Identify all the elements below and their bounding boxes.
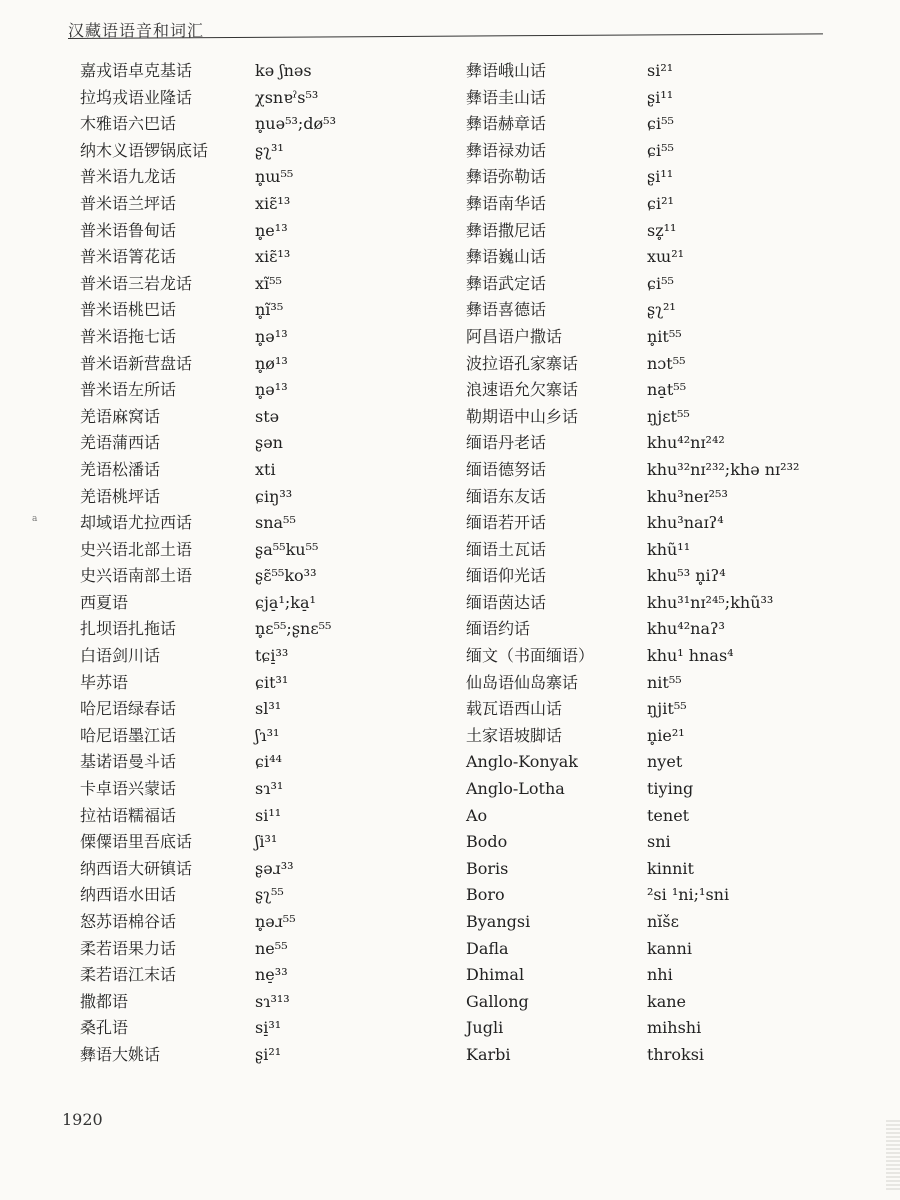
word-entry-row (68, 457, 448, 484)
language-variety-name: 缅语东友话 (466, 486, 547, 506)
language-variety-name: 纳木义语锣锅底话 (80, 140, 209, 160)
phonetic-form: n̥e¹³ (255, 220, 288, 240)
language-variety-name: Byangsi (466, 912, 531, 931)
word-entry-row (68, 404, 448, 431)
phonetic-form: ʂʅ²¹ (647, 300, 676, 320)
word-entry-row (466, 909, 886, 936)
word-entry-row (68, 484, 448, 511)
word-entry-row (466, 404, 886, 431)
language-variety-name: 普米语鲁甸话 (80, 220, 177, 240)
word-entry-row (466, 856, 886, 883)
language-variety-name: Jugli (466, 1018, 504, 1038)
language-variety-name: 卡卓语兴蒙话 (80, 779, 177, 799)
language-variety-name: 缅语若开话 (466, 513, 547, 533)
phonetic-form: xĩ⁵⁵ (255, 273, 282, 293)
phonetic-form: ɕi⁵⁵ (647, 114, 674, 134)
language-variety-name: 阿昌语户撒话 (466, 326, 563, 346)
language-variety-name: 彝语圭山话 (466, 87, 547, 107)
word-entry-row (466, 643, 886, 670)
language-variety-name: 彝语峨山话 (466, 61, 547, 80)
word-entry-row (466, 271, 886, 298)
phonetic-form: sz̥¹¹ (647, 220, 677, 240)
phonetic-form: n̥ĩ³⁵ (255, 300, 284, 320)
word-entry-row (68, 377, 448, 404)
phonetic-form: nhi (647, 965, 673, 985)
language-variety-name: Gallong (466, 991, 529, 1011)
language-variety-name: 拉坞戎语业隆话 (80, 87, 193, 107)
word-entry-row (466, 537, 886, 564)
word-entry-row (68, 590, 448, 617)
word-entry-row (466, 85, 886, 112)
phonetic-form: n̥ə¹³ (255, 326, 288, 346)
word-entry-row (466, 776, 886, 803)
left-word-column (68, 58, 448, 1069)
language-variety-name: 扎坝语扎拖话 (80, 619, 177, 639)
word-entry-row (466, 244, 886, 271)
language-variety-name: Anglo-Lotha (466, 779, 565, 799)
word-entry-row (466, 510, 886, 537)
word-entry-row (68, 696, 448, 723)
word-entry-row (68, 909, 448, 936)
phonetic-form: tenet (647, 805, 690, 825)
language-variety-name: 拉祜语糯福话 (80, 805, 177, 825)
language-variety-name: 波拉语孔家寨话 (466, 353, 579, 373)
phonetic-form: n̥ie²¹ (647, 725, 685, 745)
word-entry-row (466, 989, 886, 1016)
language-variety-name: 纳西语水田话 (80, 885, 177, 905)
phonetic-form: khu³naɪʔ⁴ (647, 513, 724, 533)
word-entry-row (466, 563, 886, 590)
word-entry-row (466, 670, 886, 697)
language-variety-name: 基诺语曼斗话 (80, 752, 177, 772)
language-variety-name: 缅语德努话 (466, 459, 547, 479)
word-entry-row (68, 351, 448, 378)
phonetic-form: ʂʅ⁵⁵ (255, 885, 284, 905)
word-entry-row (466, 297, 886, 324)
language-variety-name: 仙岛语仙岛寨话 (466, 672, 579, 692)
phonetic-form: ʂɛ̃⁵⁵ko³³ (255, 566, 317, 586)
language-variety-name: 傈僳语里吾底话 (80, 832, 193, 852)
language-variety-name: 彝语禄劝话 (466, 140, 547, 160)
scan-edge-artifact (886, 1120, 900, 1190)
phonetic-form: khu⁴²naʔ³ (647, 619, 725, 639)
word-entry-row (466, 616, 886, 643)
language-variety-name: 浪速语允欠寨话 (466, 380, 579, 400)
word-entry-row (466, 218, 886, 245)
phonetic-form: ʂi²¹ (255, 1044, 282, 1064)
phonetic-form: ʃɿ³¹ (255, 725, 280, 745)
language-variety-name: 缅语仰光话 (466, 566, 547, 586)
language-variety-name: 彝语大姚话 (80, 1044, 161, 1064)
language-variety-name: 彝语赫章话 (466, 114, 547, 134)
language-variety-name: 木雅语六巴话 (80, 114, 177, 134)
phonetic-form: n̥ø¹³ (255, 353, 288, 373)
phonetic-form: mihshi (647, 1018, 702, 1038)
language-variety-name: 纳西语大研镇话 (80, 858, 193, 878)
word-entry-row (466, 430, 886, 457)
language-variety-name: 史兴语北部土语 (80, 539, 193, 559)
language-variety-name: 普米语箐花话 (80, 247, 177, 267)
language-variety-name: 羌语松潘话 (80, 459, 161, 479)
word-entry-row (466, 351, 886, 378)
word-entry-row (68, 191, 448, 218)
word-entry-row (466, 58, 886, 85)
word-entry-row (68, 936, 448, 963)
word-entry-row (68, 962, 448, 989)
phonetic-form: ɕja̠¹;ka̠¹ (255, 592, 316, 612)
language-variety-name: 普米语拖七话 (80, 326, 177, 346)
phonetic-form: kə ʃnəs (255, 61, 312, 80)
phonetic-form: ɕi⁴⁴ (255, 752, 282, 772)
phonetic-form: n̥ə¹³ (255, 380, 288, 400)
word-entry-row (68, 563, 448, 590)
word-entry-row (68, 537, 448, 564)
right-word-column (466, 58, 886, 1069)
language-variety-name: 柔若语果力话 (80, 938, 177, 958)
phonetic-form: ŋjit⁵⁵ (647, 699, 687, 719)
language-variety-name: 毕苏语 (80, 672, 129, 692)
phonetic-form: sni (647, 832, 671, 852)
phonetic-form: n̥əɹ⁵⁵ (255, 912, 296, 931)
word-entry-row (68, 164, 448, 191)
language-variety-name: 史兴语南部土语 (80, 566, 193, 586)
phonetic-form: si²¹ (647, 61, 674, 80)
word-entry-row (68, 244, 448, 271)
phonetic-form: si¹¹ (255, 805, 282, 825)
word-entry-row (68, 989, 448, 1016)
phonetic-form: ʂən (255, 433, 283, 453)
language-variety-name: 白语剑川话 (80, 646, 161, 666)
language-variety-name: Boris (466, 858, 509, 878)
language-variety-name: 哈尼语墨江话 (80, 725, 177, 745)
language-variety-name: 普米语新营盘话 (80, 353, 193, 373)
phonetic-form: nyet (647, 752, 683, 772)
language-variety-name: 缅语约话 (466, 619, 531, 639)
language-variety-name: 嘉戎语卓克基话 (80, 61, 193, 80)
language-variety-name: 缅语土瓦话 (466, 539, 547, 559)
phonetic-form: khu³¹nɪ²⁴⁵;khũ³³ (647, 592, 774, 612)
phonetic-form: throksi (647, 1044, 705, 1064)
language-variety-name: 缅文（书面缅语） (466, 646, 595, 666)
word-entry-row (68, 324, 448, 351)
phonetic-form: xiɛ̃¹³ (255, 193, 291, 213)
word-entry-row (466, 191, 886, 218)
word-entry-row (68, 1015, 448, 1042)
phonetic-form: si̠³¹ (255, 1018, 282, 1038)
word-entry-row (466, 1042, 886, 1069)
phonetic-form: khũ¹¹ (647, 539, 691, 559)
phonetic-form: xiɛ̃¹³ (255, 247, 291, 267)
language-variety-name: 彝语喜德话 (466, 300, 547, 320)
word-entry-row (68, 430, 448, 457)
phonetic-form: nit⁵⁵ (647, 672, 682, 692)
language-variety-name: 普米语九龙话 (80, 167, 177, 187)
language-variety-name: 桑孔语 (80, 1018, 129, 1038)
phonetic-form: sl³¹ (255, 699, 282, 719)
word-entry-row (466, 723, 886, 750)
phonetic-form: ne⁵⁵ (255, 938, 288, 958)
phonetic-form: n̥it⁵⁵ (647, 326, 682, 346)
word-entry-row (68, 616, 448, 643)
word-entry-row (466, 164, 886, 191)
phonetic-form: ʂʅ³¹ (255, 140, 284, 160)
language-variety-name: 怒苏语棉谷话 (80, 912, 177, 931)
word-entry-row (68, 58, 448, 85)
language-variety-name: 彝语南华话 (466, 193, 547, 213)
phonetic-form: khu³²nɪ²³²;khə nɪ²³² (647, 459, 800, 479)
language-variety-name: 柔若语江末话 (80, 965, 177, 985)
word-entry-row (466, 111, 886, 138)
word-entry-row (466, 590, 886, 617)
language-variety-name: 彝语弥勒话 (466, 167, 547, 187)
word-entry-row (68, 670, 448, 697)
language-variety-name: Boro (466, 885, 505, 905)
phonetic-form: nĭšɛ (647, 912, 679, 931)
phonetic-form: n̥ɛ⁵⁵;ʂnɛ⁵⁵ (255, 619, 332, 639)
language-variety-name: Ao (466, 805, 488, 825)
page-header (68, 18, 828, 40)
phonetic-form: ʃi³¹ (255, 832, 278, 852)
phonetic-form: xti (255, 459, 276, 479)
word-entry-row (68, 882, 448, 909)
language-variety-name: Dhimal (466, 965, 525, 985)
word-entry-row (466, 803, 886, 830)
language-variety-name: Anglo-Konyak (466, 752, 578, 772)
language-variety-name: 普米语三岩龙话 (80, 273, 193, 293)
language-variety-name: 西夏语 (80, 592, 129, 612)
word-entry-row (466, 1015, 886, 1042)
word-entry-row (466, 882, 886, 909)
word-entry-row (68, 218, 448, 245)
word-entry-row (466, 457, 886, 484)
language-variety-name: 彝语巍山话 (466, 247, 547, 267)
phonetic-form: kanni (647, 938, 692, 958)
phonetic-form: ɕi⁵⁵ (647, 140, 674, 160)
language-variety-name: 土家语坡脚话 (466, 725, 563, 745)
word-entry-row (466, 696, 886, 723)
phonetic-form: ʂəɹ³³ (255, 858, 294, 878)
running-head-title: 汉藏语语音和词汇 (68, 21, 205, 40)
word-entry-row (68, 510, 448, 537)
word-entry-row (466, 377, 886, 404)
phonetic-form: sɿ³¹³ (255, 991, 290, 1011)
word-entry-row (68, 297, 448, 324)
phonetic-form: ɕit³¹ (255, 672, 289, 692)
language-variety-name: 哈尼语绿春话 (80, 699, 177, 719)
word-entry-row (68, 1042, 448, 1069)
word-entry-row (466, 138, 886, 165)
phonetic-form: n̥ɯ⁵⁵ (255, 167, 294, 187)
language-variety-name: 彝语撒尼话 (466, 220, 547, 240)
word-entry-row (68, 138, 448, 165)
language-variety-name: 普米语桃巴话 (80, 300, 177, 320)
word-entry-row (68, 85, 448, 112)
phonetic-form: xɯ²¹ (647, 247, 685, 267)
phonetic-form: khu⁵³ n̥iʔ⁴ (647, 566, 726, 586)
phonetic-form: nɔt⁵⁵ (647, 353, 686, 373)
phonetic-form: tiying (647, 779, 694, 799)
phonetic-form: kane (647, 991, 687, 1011)
word-entry-row (68, 829, 448, 856)
phonetic-form: ʂa⁵⁵ku⁵⁵ (255, 539, 319, 559)
language-variety-name: 羌语桃坪话 (80, 486, 161, 506)
word-entry-row (466, 484, 886, 511)
phonetic-form: na̠t⁵⁵ (647, 380, 687, 400)
word-entry-row (68, 749, 448, 776)
language-variety-name: 彝语武定话 (466, 273, 547, 293)
phonetic-form: khu³neɪ²⁵³ (647, 486, 728, 506)
word-entry-row (466, 962, 886, 989)
word-entry-row (68, 803, 448, 830)
page-number: 1920 (62, 1110, 103, 1129)
language-variety-name: 普米语兰坪话 (80, 193, 177, 213)
word-entry-row (68, 643, 448, 670)
phonetic-form: χsnɐˀs⁵³ (255, 87, 319, 107)
phonetic-form: kinnit (647, 858, 694, 878)
language-variety-name: 缅语丹老话 (466, 433, 547, 453)
phonetic-form: tɕi̠³³ (255, 646, 289, 666)
phonetic-form: ʂi¹¹ (647, 167, 674, 187)
language-variety-name: 却域语尤拉西话 (80, 513, 193, 533)
language-variety-name: 羌语麻窝话 (80, 406, 161, 426)
word-entry-row (68, 856, 448, 883)
word-entry-row (466, 749, 886, 776)
language-variety-name: 载瓦语西山话 (466, 699, 563, 719)
language-variety-name: Karbi (466, 1044, 511, 1064)
phonetic-form: ʂi¹¹ (647, 87, 674, 107)
word-entry-row (68, 271, 448, 298)
word-entry-row (466, 936, 886, 963)
phonetic-form: ŋjɛt⁵⁵ (647, 406, 690, 426)
phonetic-form: sna⁵⁵ (255, 513, 296, 533)
word-entry-row (68, 723, 448, 750)
language-variety-name: 撒都语 (80, 991, 129, 1011)
language-variety-name: 缅语茵达话 (466, 592, 547, 612)
phonetic-form: sɿ³¹ (255, 779, 284, 799)
word-entry-row (68, 111, 448, 138)
language-variety-name: 羌语蒲西话 (80, 433, 161, 453)
phonetic-form: khu⁴²nɪ²⁴² (647, 433, 725, 453)
phonetic-form: ²si ¹ni;¹sni (647, 885, 730, 905)
word-entry-row (466, 829, 886, 856)
phonetic-form: ɕi²¹ (647, 193, 674, 213)
phonetic-form: ɕi⁵⁵ (647, 273, 674, 293)
phonetic-form: n̥uə⁵³;dø⁵³ (255, 114, 336, 134)
phonetic-form: ne̠³³ (255, 965, 288, 985)
phonetic-form: khu¹ hnas⁴ (647, 646, 734, 666)
language-variety-name: Bodo (466, 832, 508, 852)
language-variety-name: 勒期语中山乡话 (466, 406, 579, 426)
word-entry-row (466, 324, 886, 351)
stray-mark: a (32, 514, 38, 524)
phonetic-form: stə (255, 406, 280, 426)
phonetic-form: ɕiŋ³³ (255, 486, 293, 506)
word-entry-row (68, 776, 448, 803)
language-variety-name: Dafla (466, 938, 509, 958)
language-variety-name: 普米语左所话 (80, 380, 177, 400)
